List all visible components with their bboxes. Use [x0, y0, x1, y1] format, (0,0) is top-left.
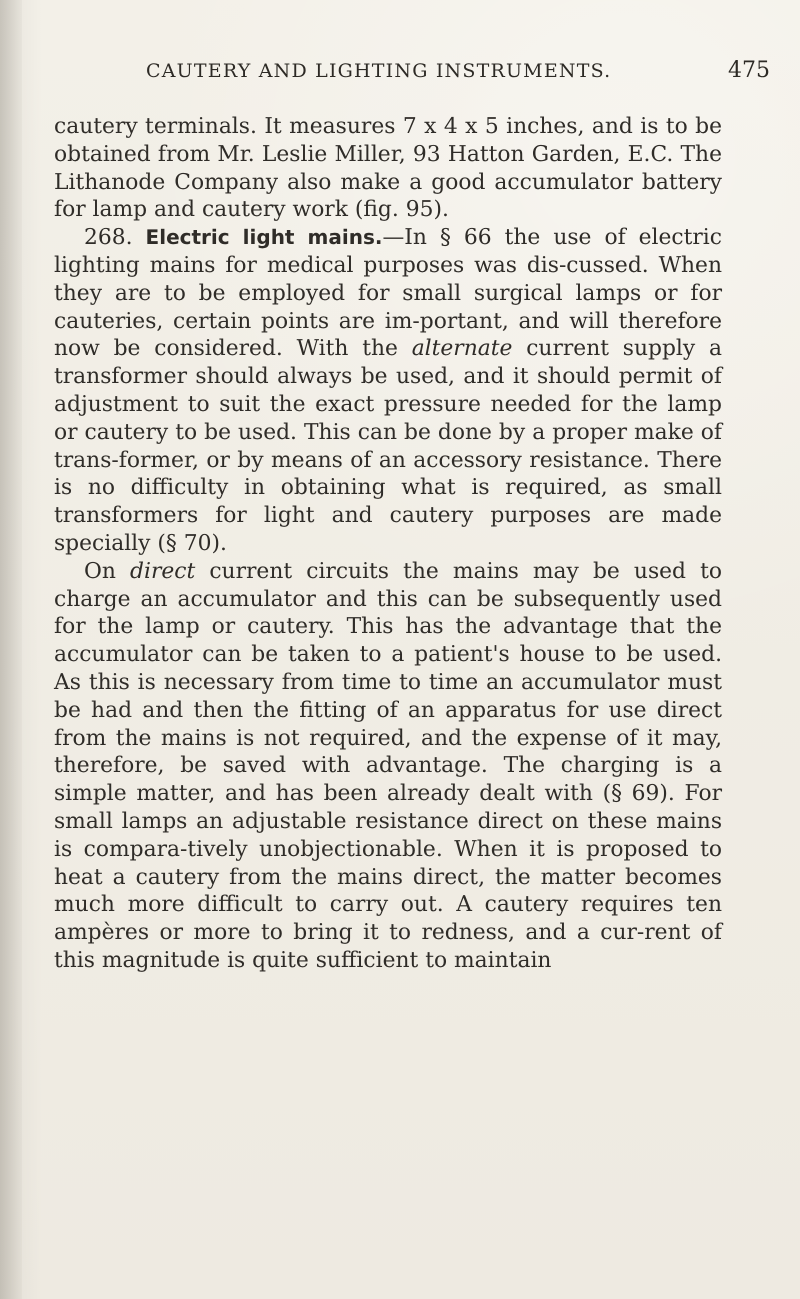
- body-text: [54, 113, 722, 975]
- paragraph-text: —In § 66 the use of electric lighting mains for medical purposes was dis-cussed. When they are to be employed for small surgical lamps or for cauteries, certain points are im-portant, and will therefore now be considered. With the: [54, 225, 722, 362]
- paragraph-text: On: [84, 558, 131, 584]
- page-gutter-shadow: [0, 0, 22, 1299]
- paragraph-text: current circuits the mains may be used to charge an accumulator and this can be subsequently used for the lamp or cautery. This has the advantage that the accumulator can be taken to a patient's house to be used. As this is necessary from time to time an accumulator must be had and then the fitting of an apparatus for use direct from the mains is not required, and the expense of it may, therefore, be saved with advantage. The charging is a simple matter, and has been already dealt with (§ 69). For small lamps an adjustable resistance direct on these mains is compara-tively unobjectionable. When it is proposed to heat a cautery from the mains direct, the matter becomes much more difficult to carry out. A cautery requires ten ampères or more to bring it to redness, and a cur-rent of this magnitude is quite sufficient to maintain: [54, 558, 722, 973]
- italic-term-direct: direct: [130, 558, 196, 584]
- section-title: Electric light mains.: [145, 225, 383, 250]
- page-header: [146, 60, 770, 88]
- italic-term-alternate: alternate: [411, 336, 513, 362]
- paragraph-electric-light-mains: [54, 224, 722, 558]
- section-number: 268.: [84, 225, 146, 251]
- paragraph-cautery-terminals: [54, 113, 722, 224]
- page-number: 475: [728, 58, 770, 83]
- paragraph-text: cautery terminals. It measures 7 x 4 x 5 inches, and is to be obtained from Mr. Leslie Miller, 93 Hatton Garden, E.C. The Lithanode Company also make a good accumulator battery for lamp and cautery work (fig. 95).: [54, 114, 722, 223]
- running-title: CAUTERY AND LIGHTING INSTRUMENTS.: [146, 60, 612, 82]
- paragraph-direct-current: [54, 558, 722, 975]
- paragraph-text: current supply a transformer should always be used, and it should permit of adjustment to suit the exact pressure needed for the lamp or cautery to be used. This can be done by a proper make of trans-former, or by means of an accessory resistance. There is no difficulty in obtaining what is required, as small transformers for light and cautery purposes are made specially (§ 70).: [54, 336, 722, 556]
